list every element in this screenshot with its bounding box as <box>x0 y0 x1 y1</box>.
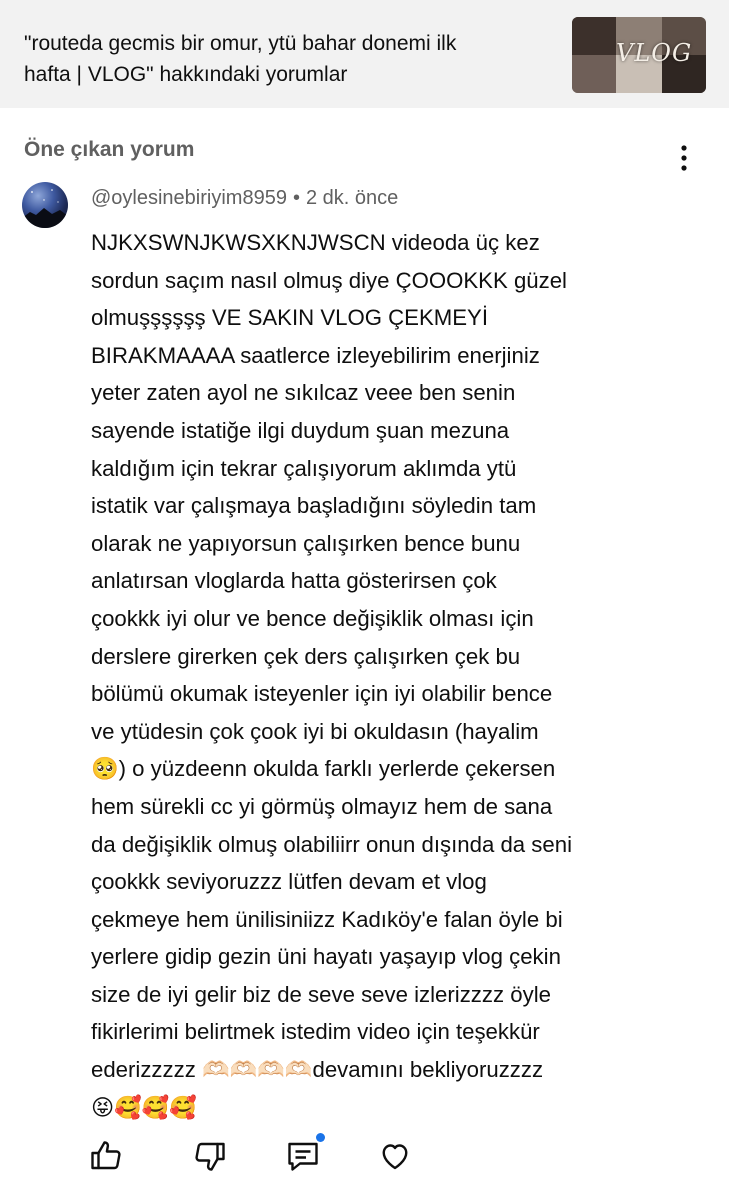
comment-actions <box>0 1130 729 1190</box>
comment-line: olarak ne yapıyorsun çalışırken bence bunu <box>91 530 521 556</box>
meta-separator: • <box>292 187 300 209</box>
comment-time: 2 dk. önce <box>305 187 399 209</box>
comment-line: ve ytüdesin çok çook iyi bi okuldasın (hayalim <box>91 718 539 744</box>
thumbs-down-icon[interactable] <box>192 1138 228 1174</box>
comment-line: sayende istatiğe ilgi duydum şuan mezuna <box>91 417 510 443</box>
comment-line: çookkk seviyoruzzz lütfen devam et vlog <box>91 869 487 895</box>
comment-line: 😝🥰🥰🥰 <box>91 1094 198 1120</box>
comment-text <box>91 224 671 1126</box>
comment-line: bölümü okumak isteyenler için iyi olabilir bence <box>91 681 553 707</box>
comment-line: sordun saçım nasıl olmuş diye ÇOOOKKK güzel <box>91 267 567 293</box>
comment-line: derslere girerken çek ders çalışırken çek bu <box>91 643 521 669</box>
comment-line: çookkk iyi olur ve bence değişiklik olması için <box>91 605 534 631</box>
comment-line: 🥺) o yüzdeenn okulda farklı yerlerde çekersen <box>91 756 556 782</box>
thumbnail-logo: VLOG <box>616 39 693 67</box>
comment-meta <box>91 187 398 210</box>
comment-line: istatik var çalışmaya başladığını söyledin tam <box>91 493 537 519</box>
heart-icon[interactable] <box>377 1138 413 1174</box>
comment-line: fikirlerimi belirtmek istedim video için teşekkür <box>91 1019 540 1045</box>
comment-line: BIRAKMAAAA saatlerce izleyebilirim enerjiniz <box>91 342 540 368</box>
comment-line: NJKXSWNJKWSXKNJWSCN videoda üç kez <box>91 230 540 255</box>
comment-line: anlatırsan vloglarda hatta gösterirsen çok <box>91 568 497 594</box>
comment-line: yerlere gidip gezin üni hayatı yaşayıp vlog çekin <box>91 944 561 970</box>
video-title-line: hafta | VLOG" hakkındaki yorumlar <box>24 63 348 86</box>
comment-line: çekmeye hem ünilisiniizz Kadıköy'e falan öyle bi <box>91 906 563 932</box>
comment-line: ederizzzzz 🫶🏻🫶🏻🫶🏻🫶🏻devamını bekliyoruzzzz <box>91 1057 544 1083</box>
comment-line: da değişiklik olmuş olabiliirr onun dışında da seni <box>91 831 572 857</box>
comment-line: hem sürekli cc yi görmüş olmayız hem de sana <box>91 793 553 819</box>
avatar[interactable] <box>22 182 68 228</box>
comment-author[interactable]: @oylesinebiriyim8959 <box>91 187 287 209</box>
comment-line: size de iyi gelir biz de seve seve izlerizzzz öyle <box>91 981 551 1007</box>
thumbs-up-icon[interactable] <box>88 1138 124 1174</box>
comment-line: yeter zaten ayol ne sıkılcaz veee ben senin <box>91 380 516 406</box>
comments-header <box>0 0 729 108</box>
new-reply-badge <box>316 1133 325 1142</box>
video-thumbnail[interactable] <box>572 17 706 93</box>
reply-icon[interactable] <box>285 1138 321 1174</box>
section-label: Öne çıkan yorum <box>24 138 195 161</box>
comment-line: olmuşşşşşş VE SAKIN VLOG ÇEKMEYİ <box>91 305 489 331</box>
more-options-icon[interactable] <box>672 143 696 173</box>
video-title-line: "routeda gecmis bir omur, ytü bahar donemi ilk <box>24 32 457 55</box>
comment-line: kaldığım için tekrar çalışıyorum aklımda ytü <box>91 455 517 481</box>
video-title <box>24 28 544 90</box>
